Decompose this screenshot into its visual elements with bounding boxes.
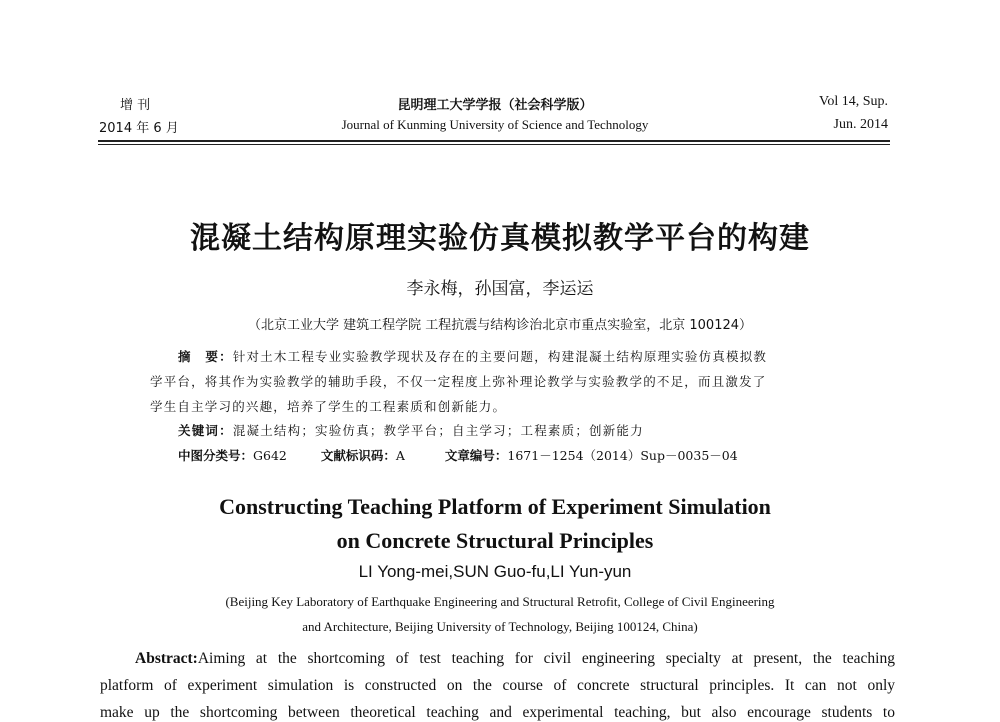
abstract-cn-line-1 [178,347,767,365]
issue-label: 增 刊 [120,98,151,113]
keywords [178,421,644,439]
english-authors: LI Yong-mei,SUN Guo-fu,LI Yun-yun [358,562,632,581]
clc-label: 中图分类号： [178,448,254,463]
header-rule [98,140,890,142]
english-affiliation-line-1: (Beijing Key Laboratory of Earthquake Engineering and Structural Retrofit, College of Civil Engineering [225,594,775,609]
clc-value: G642 [253,448,287,463]
journal-name-en: Journal of Kunming University of Science and Technology [341,117,649,132]
classification [178,446,738,464]
volume: Vol 14, Sup. [819,94,888,109]
article-label: 文章编号： [444,448,508,463]
english-abstract-line-1 [100,650,895,668]
abstract-cn-line-2: 学平台，将其作为实验教学的辅助手段，不仅一定程度上弥补理论教学与实验教学的不足，而且激发了 [150,374,767,389]
english-affiliation-line-2: and Architecture, Beijing University of Technology, Beijing 100124, China) [302,619,698,634]
abstract-label: 摘 要： [178,349,233,364]
keywords-text: 混凝土结构；实验仿真；教学平台；自主学习；工程素质；创新能力 [232,423,644,438]
journal-name-cn: 昆明理工大学学报（社会科学版） [397,98,593,113]
english-abstract-line-2: platform of experiment simulation is constructed on the course of concrete structural principles. It can not only [100,677,895,694]
date-en: Jun. 2014 [833,117,888,132]
authors: 李永梅，孙国富，李运运 [406,279,594,299]
english-abstract-label: Abstract: [135,650,198,667]
english-title-line-2: on Concrete Structural Principles [336,528,654,553]
english-abstract-text: Aiming at the shortcoming of test teaching for civil engineering specialty at present, the teaching [197,650,895,667]
article-value: 1671－1254（2014）Sup－0035－04 [507,448,738,463]
paper-title: 混凝土结构原理实验仿真模拟教学平台的构建 [190,221,810,256]
doc-value: A [395,448,405,463]
abstract-text: 针对土木工程专业实验教学现状及存在的主要问题，构建混凝土结构原理实验仿真模拟教 [232,349,768,364]
affiliation: （北京工业大学 建筑工程学院 工程抗震与结构诊治北京市重点实验室，北京 100124） [247,318,753,333]
english-abstract-line-3: make up the shortcoming between theoretical teaching and experimental teaching, but also encourage students to [100,704,895,721]
abstract-cn-line-3: 学生自主学习的兴趣，培养了学生的工程素质和创新能力。 [150,399,507,414]
header-rule-thin [98,144,890,145]
doc-label: 文献标识码： [320,448,396,463]
english-title-line-1: Constructing Teaching Platform of Experiment Simulation [219,494,771,519]
issue-date: 2014 年 6 月 [99,121,179,136]
keywords-label: 关键词： [178,423,233,438]
